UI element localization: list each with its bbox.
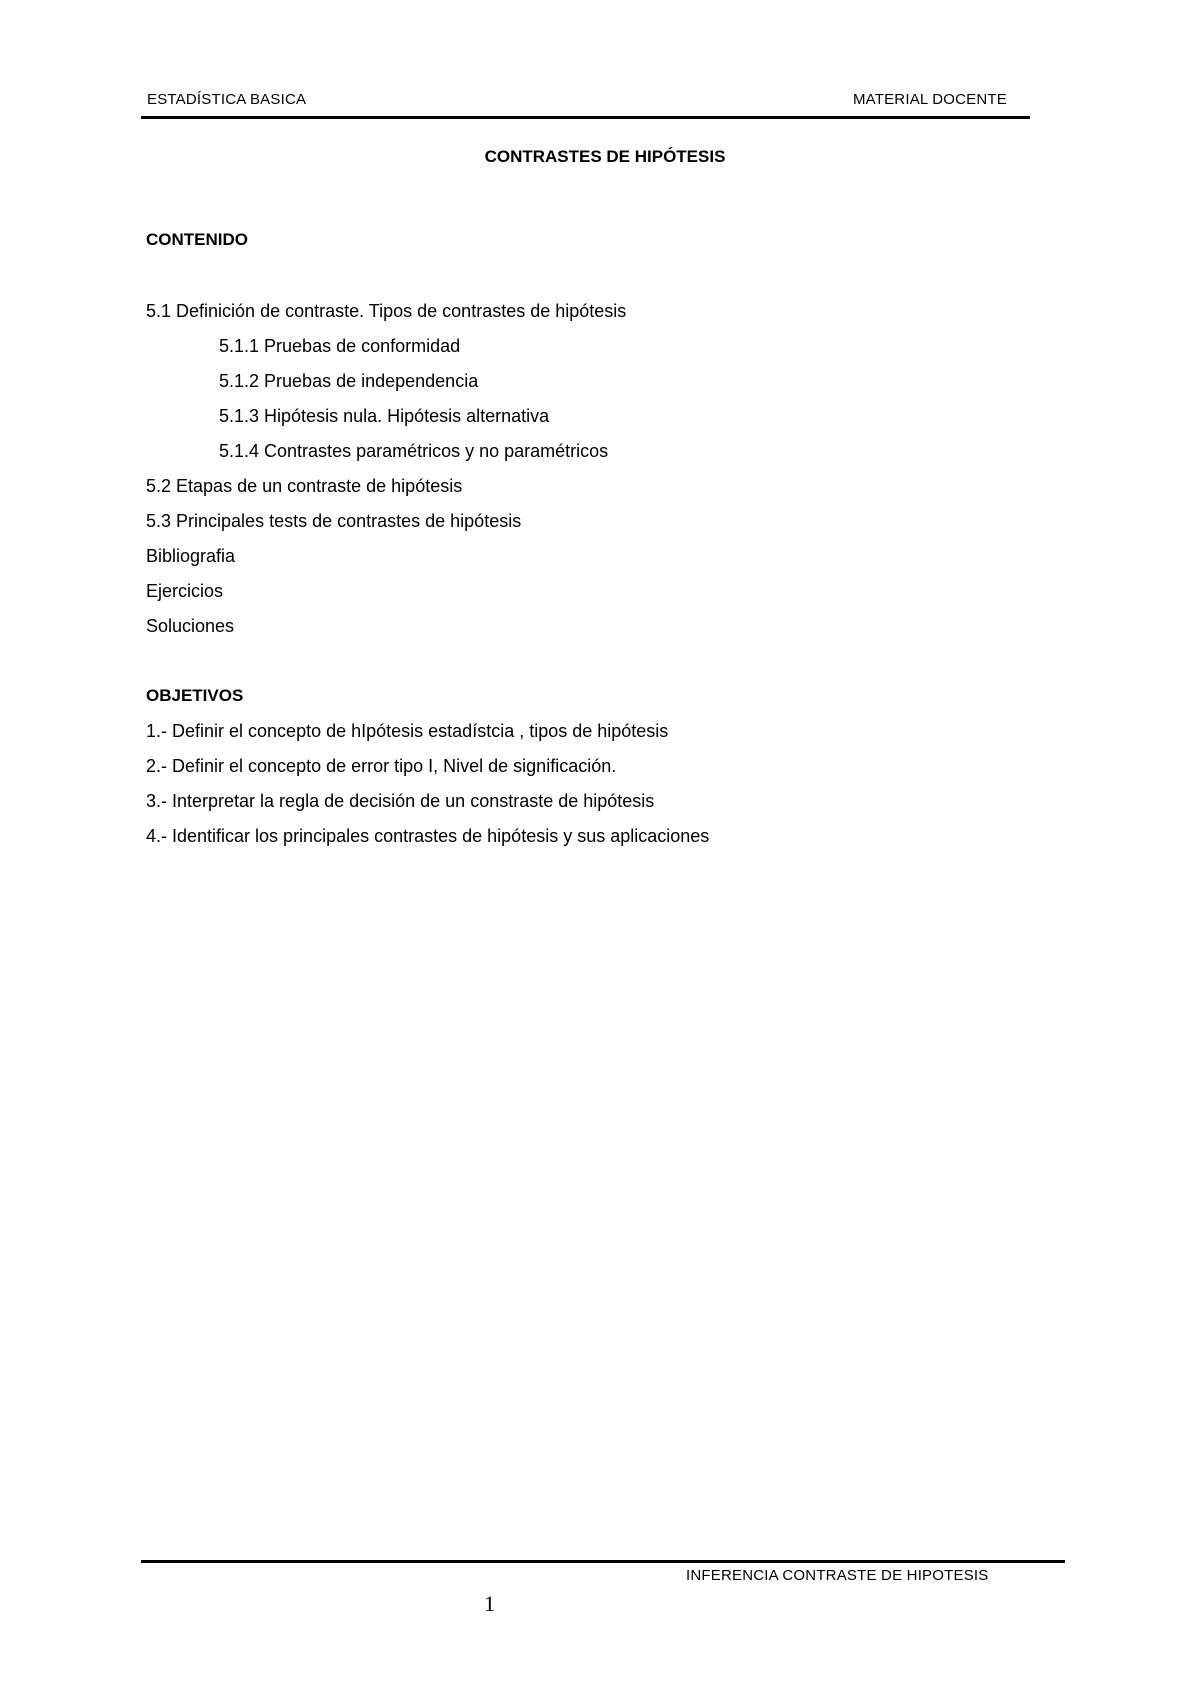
page-number: 1 <box>484 1591 495 1616</box>
document-title: CONTRASTES DE HIPÓTESIS <box>484 147 726 166</box>
list-item: 3.- Interpretar la regla de decisión de un constraste de hipótesis <box>146 791 655 811</box>
contenido-heading: CONTENIDO <box>146 230 248 249</box>
header-left: ESTADÍSTICA BASICA <box>147 91 307 108</box>
list-item: Ejercicios <box>146 581 224 601</box>
footer-rule <box>141 1560 1065 1563</box>
header-rule <box>141 116 1030 119</box>
header-right: MATERIAL DOCENTE <box>852 91 1007 108</box>
list-item: 5.2 Etapas de un contraste de hipótesis <box>146 476 463 496</box>
list-item: 2.- Definir el concepto de error tipo I, Nivel de significación. <box>146 756 617 776</box>
list-item: 5.1.4 Contrastes paramétricos y no paramétricos <box>219 441 609 461</box>
list-item: Bibliografia <box>146 546 236 566</box>
list-item: 5.1.1 Pruebas de conformidad <box>219 336 461 356</box>
objetivos-heading: OBJETIVOS <box>146 686 244 705</box>
list-item: 5.1 Definición de contraste. Tipos de contrastes de hipótesis <box>146 301 627 321</box>
footer-text: INFERENCIA CONTRASTE DE HIPOTESIS <box>686 1567 989 1584</box>
list-item: 1.- Definir el concepto de hIpótesis estadístcia , tipos de hipótesis <box>146 721 669 741</box>
list-item: 5.3 Principales tests de contrastes de hipótesis <box>146 511 522 531</box>
list-item: Soluciones <box>146 616 235 636</box>
list-item: 4.- Identificar los principales contrastes de hipótesis y sus aplicaciones <box>146 826 710 846</box>
list-item: 5.1.2 Pruebas de independencia <box>219 371 479 391</box>
list-item: 5.1.3 Hipótesis nula. Hipótesis alternativa <box>219 406 550 426</box>
